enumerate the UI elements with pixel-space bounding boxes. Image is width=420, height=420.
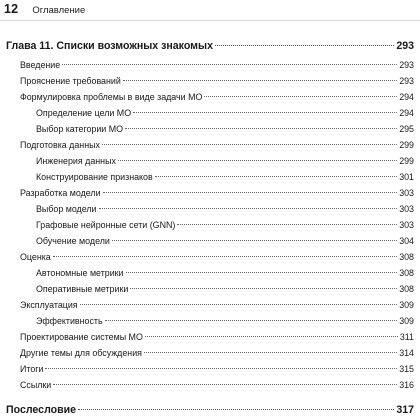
entry-label: Выбор модели	[36, 204, 97, 214]
entry-page-number: 308	[399, 268, 414, 278]
entry-page-number: 303	[399, 188, 414, 198]
entry-label: Эффективность	[36, 316, 103, 326]
entry-page-number: 309	[399, 300, 414, 310]
dot-leader	[112, 240, 397, 241]
entry-page-number: 303	[399, 220, 414, 230]
dot-leader	[177, 224, 397, 225]
toc-subsection-entry[interactable]	[6, 236, 414, 252]
afterword-page-number: 317	[396, 404, 414, 416]
entry-label: Выбор категории МО	[36, 124, 124, 134]
toc-afterword-entry[interactable]	[6, 404, 414, 420]
entry-label: Инженерия данных	[36, 156, 116, 166]
dot-leader	[62, 64, 397, 65]
entry-page-number: 294	[399, 108, 414, 118]
entry-label: Введение	[20, 60, 61, 70]
entry-page-number: 299	[399, 156, 414, 166]
dot-leader	[118, 160, 397, 161]
entry-page-number: 293	[399, 60, 414, 70]
entry-label: Разработка модели	[20, 188, 101, 198]
entry-page-number: 304	[399, 236, 414, 246]
toc-section-entry[interactable]	[6, 348, 414, 364]
entry-label: Конструирование признаков	[36, 172, 153, 182]
running-head	[4, 2, 85, 18]
entry-page-number: 293	[399, 76, 414, 86]
entry-label: Прояснение требований	[20, 76, 121, 86]
toc-subsection-entry[interactable]	[6, 268, 414, 284]
entry-page-number: 314	[399, 348, 414, 358]
toc-subsection-entry[interactable]	[6, 172, 414, 188]
running-title: Оглавление	[32, 5, 86, 16]
entry-page-number: 308	[399, 252, 414, 262]
toc-subsection-entry[interactable]	[6, 284, 414, 300]
toc-section-entry[interactable]	[6, 300, 414, 316]
toc-subsection-entry[interactable]	[6, 204, 414, 220]
dot-leader	[53, 256, 397, 257]
entry-page-number: 315	[399, 364, 414, 374]
entry-label: Графовые нейронные сети (GNN)	[36, 220, 176, 230]
toc-subsection-entry[interactable]	[6, 316, 414, 332]
header-divider	[0, 20, 420, 21]
dot-leader	[133, 112, 397, 113]
entry-page-number: 301	[399, 172, 414, 182]
entry-page-number: 308	[399, 284, 414, 294]
dot-leader	[80, 304, 398, 305]
toc-section-entry[interactable]	[6, 252, 414, 268]
entry-label: Проектирование системы МО	[20, 332, 143, 342]
entry-label: Обучение модели	[36, 236, 110, 246]
dot-leader	[78, 409, 394, 410]
entry-label: Автономные метрики	[36, 268, 124, 278]
dot-leader	[155, 176, 398, 177]
toc-chapter-entry[interactable]	[6, 40, 414, 57]
entry-label: Ссылки	[20, 380, 52, 390]
toc-section-entry[interactable]	[6, 92, 414, 108]
toc-subsection-entry[interactable]	[6, 220, 414, 236]
dot-leader	[99, 208, 398, 209]
entry-page-number: 311	[399, 332, 414, 342]
toc-section-entry[interactable]	[6, 76, 414, 92]
toc-subsection-entry[interactable]	[6, 156, 414, 172]
toc-section-entry[interactable]	[6, 60, 414, 76]
entry-page-number: 295	[399, 124, 414, 134]
toc-section-entry[interactable]	[6, 380, 414, 396]
entry-label: Определение цели МО	[36, 108, 132, 118]
dot-leader	[53, 384, 397, 385]
chapter-title: Глава 11. Списки возможных знакомых	[6, 40, 213, 52]
entry-page-number: 303	[399, 204, 414, 214]
entry-page-number: 316	[399, 380, 414, 390]
dot-leader	[145, 336, 398, 337]
toc-section-entry[interactable]	[6, 140, 414, 156]
toc-section-entry[interactable]	[6, 188, 414, 204]
afterword-title: Послесловие	[6, 404, 77, 416]
entry-label: Оценка	[20, 252, 51, 262]
dot-leader	[215, 45, 394, 46]
dot-leader	[126, 272, 398, 273]
toc-section-entry[interactable]	[6, 364, 414, 380]
entry-label: Другие темы для обсуждения	[20, 348, 142, 358]
entry-label: Оперативные метрики	[36, 284, 129, 294]
page-number: 12	[4, 2, 19, 16]
entry-page-number: 299	[399, 140, 414, 150]
entry-label: Итоги	[20, 364, 44, 374]
entry-label: Подготовка данных	[20, 140, 100, 150]
entry-label: Эксплуатация	[20, 300, 78, 310]
dot-leader	[204, 96, 397, 97]
dot-leader	[103, 192, 398, 193]
dot-leader	[130, 288, 397, 289]
dot-leader	[105, 320, 398, 321]
chapter-page-number: 293	[396, 40, 414, 52]
entry-label: Формулировка проблемы в виде задачи МО	[20, 92, 203, 102]
table-of-contents	[6, 40, 414, 396]
dot-leader	[144, 352, 397, 353]
entry-page-number: 309	[399, 316, 414, 326]
dot-leader	[125, 128, 397, 129]
toc-section-entry[interactable]	[6, 332, 414, 348]
toc-subsection-entry[interactable]	[6, 108, 414, 124]
dot-leader	[123, 80, 397, 81]
dot-leader	[45, 368, 397, 369]
dot-leader	[102, 144, 397, 145]
entry-page-number: 294	[399, 92, 414, 102]
toc-subsection-entry[interactable]	[6, 124, 414, 140]
